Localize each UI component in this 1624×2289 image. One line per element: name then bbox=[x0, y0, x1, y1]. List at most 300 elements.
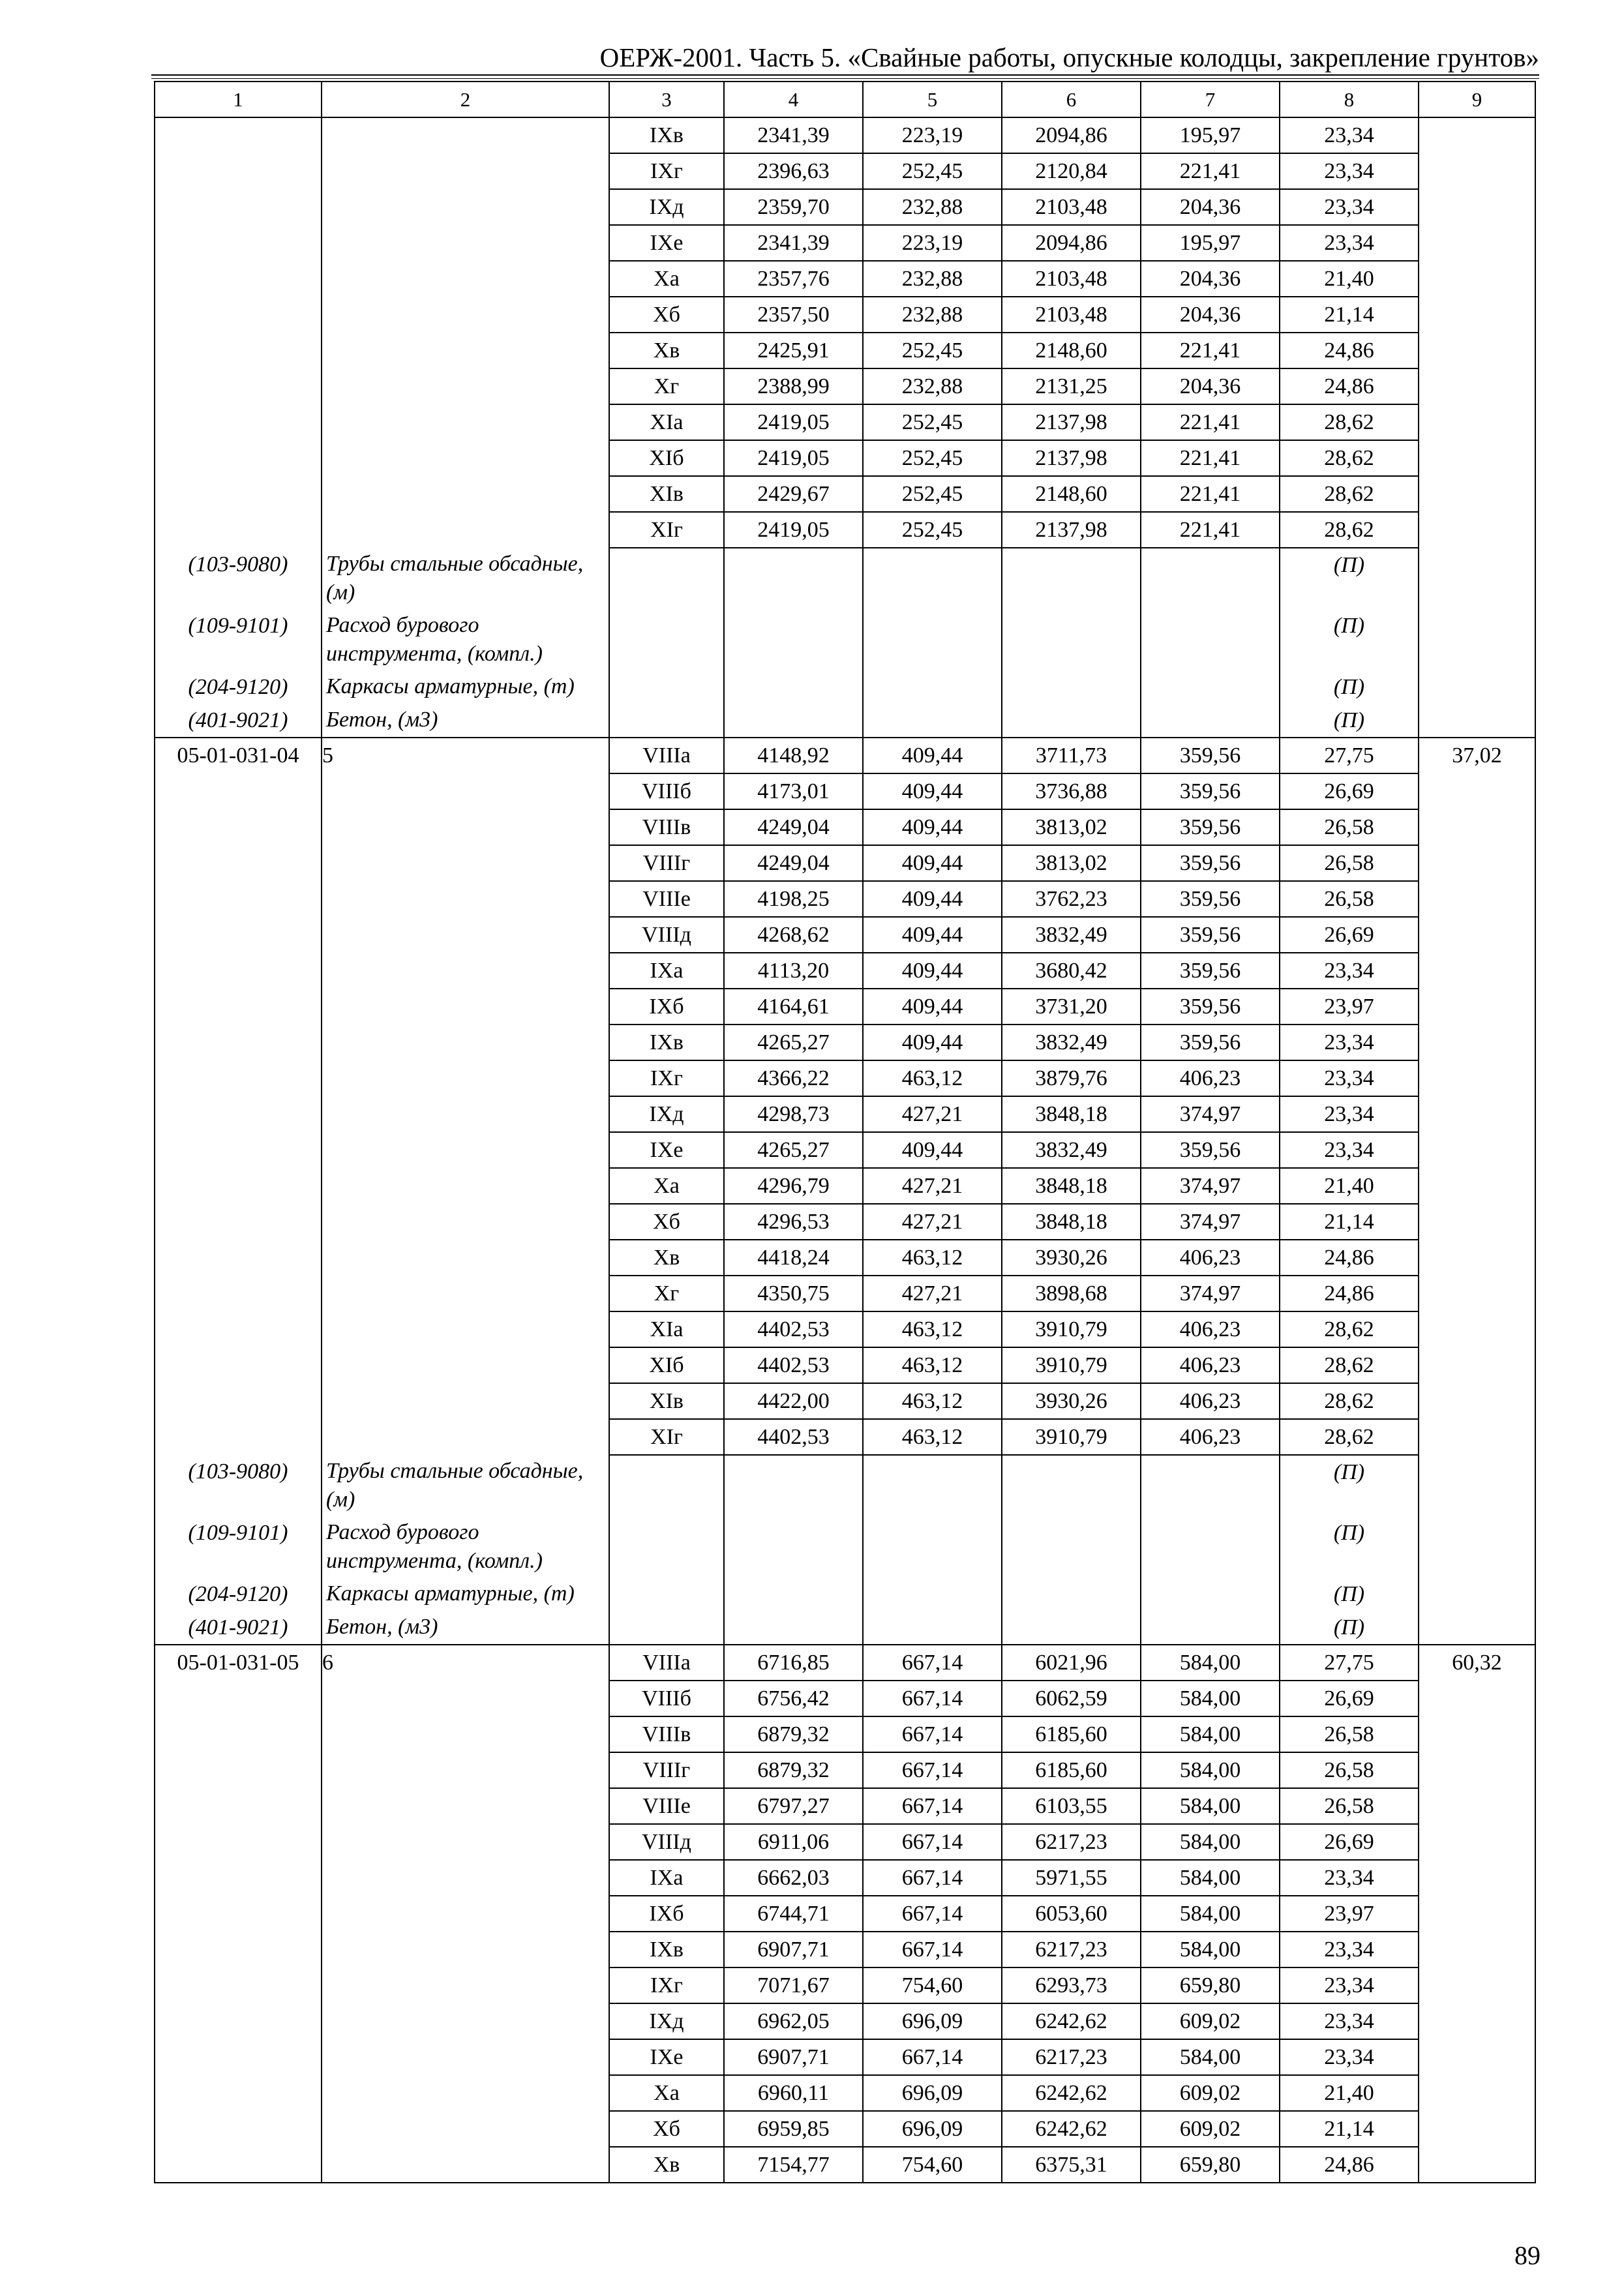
labor-cost-cell: 23,34 bbox=[1280, 1967, 1419, 2003]
empty-cell bbox=[1002, 1611, 1141, 1645]
column-number-row bbox=[155, 82, 1535, 117]
wages-cell: 252,45 bbox=[863, 512, 1002, 548]
direct-cost-cell: 2388,99 bbox=[724, 368, 863, 404]
labor-cost-cell: 26,69 bbox=[1280, 1824, 1419, 1860]
materials-cost bbox=[1419, 1824, 1535, 1860]
machine-cost-cell: 2137,98 bbox=[1002, 440, 1141, 476]
table-row bbox=[155, 1025, 1535, 1060]
rate-code bbox=[155, 189, 322, 225]
rate-code bbox=[155, 404, 322, 440]
machine-cost-cell: 6375,31 bbox=[1002, 2147, 1141, 2183]
materials-cost bbox=[1419, 1860, 1535, 1896]
resource-flag: (П) bbox=[1280, 609, 1419, 670]
rate-name bbox=[322, 1383, 609, 1419]
empty-cell bbox=[724, 704, 863, 738]
wages-cell: 667,14 bbox=[863, 1716, 1002, 1752]
soil-group-cell: Xг bbox=[609, 368, 724, 404]
rate-name bbox=[322, 1276, 609, 1311]
labor-cost-cell: 26,58 bbox=[1280, 809, 1419, 845]
rate-code bbox=[155, 1788, 322, 1824]
machine-cost-cell: 6103,55 bbox=[1002, 1788, 1141, 1824]
operator-wages-cell: 374,97 bbox=[1141, 1096, 1280, 1132]
operator-wages-cell: 406,23 bbox=[1141, 1347, 1280, 1383]
resource-name: Каркасы арматурные, (т) bbox=[322, 670, 609, 704]
table-row bbox=[155, 845, 1535, 881]
operator-wages-cell: 584,00 bbox=[1141, 1824, 1280, 1860]
machine-cost-cell: 3832,49 bbox=[1002, 917, 1141, 953]
labor-cost-cell: 23,34 bbox=[1280, 1132, 1419, 1168]
resource-name: Бетон, (м3) bbox=[322, 704, 609, 738]
soil-group-cell: Xв bbox=[609, 333, 724, 368]
table-row bbox=[155, 1383, 1535, 1419]
direct-cost-cell: 6962,05 bbox=[724, 2003, 863, 2039]
wages-cell: 409,44 bbox=[863, 1132, 1002, 1168]
direct-cost-cell: 7154,77 bbox=[724, 2147, 863, 2183]
soil-group-cell: IXб bbox=[609, 1896, 724, 1932]
direct-cost-cell: 4198,25 bbox=[724, 881, 863, 917]
operator-wages-cell: 406,23 bbox=[1141, 1419, 1280, 1455]
empty-cell bbox=[863, 609, 1002, 670]
wages-cell: 463,12 bbox=[863, 1060, 1002, 1096]
machine-cost-cell: 3813,02 bbox=[1002, 809, 1141, 845]
operator-wages-cell: 584,00 bbox=[1141, 1896, 1280, 1932]
rate-name bbox=[322, 2039, 609, 2075]
materials-cost bbox=[1419, 989, 1535, 1025]
labor-cost-cell: 23,34 bbox=[1280, 1860, 1419, 1896]
wages-cell: 252,45 bbox=[863, 476, 1002, 512]
soil-group-cell: XIв bbox=[609, 1383, 724, 1419]
wages-cell: 696,09 bbox=[863, 2111, 1002, 2147]
machine-cost-cell: 6217,23 bbox=[1002, 2039, 1141, 2075]
labor-cost-cell: 21,14 bbox=[1280, 297, 1419, 333]
rate-code bbox=[155, 1752, 322, 1788]
rate-name bbox=[322, 1716, 609, 1752]
direct-cost-cell: 4173,01 bbox=[724, 773, 863, 809]
machine-cost-cell: 3910,79 bbox=[1002, 1311, 1141, 1347]
materials-cost bbox=[1419, 404, 1535, 440]
soil-group-cell: VIIIд bbox=[609, 917, 724, 953]
resource-code: (204-9120) bbox=[155, 1578, 322, 1611]
operator-wages-cell: 204,36 bbox=[1141, 368, 1280, 404]
resource-name: Расход бурового инструмента, (компл.) bbox=[322, 609, 609, 670]
table-row bbox=[155, 1060, 1535, 1096]
rate-name bbox=[322, 1681, 609, 1716]
table-row bbox=[155, 1824, 1535, 1860]
rate-code bbox=[155, 1681, 322, 1716]
empty-cell bbox=[1141, 609, 1280, 670]
rate-name bbox=[322, 2003, 609, 2039]
rate-code bbox=[155, 845, 322, 881]
machine-cost-cell: 3848,18 bbox=[1002, 1204, 1141, 1240]
direct-cost-cell: 4366,22 bbox=[724, 1060, 863, 1096]
wages-cell: 409,44 bbox=[863, 845, 1002, 881]
soil-group-cell: IXв bbox=[609, 1932, 724, 1967]
rate-name bbox=[322, 368, 609, 404]
wages-cell: 667,14 bbox=[863, 1752, 1002, 1788]
table-row bbox=[155, 1347, 1535, 1383]
table-row bbox=[155, 404, 1535, 440]
rate-code bbox=[155, 2075, 322, 2111]
operator-wages-cell: 584,00 bbox=[1141, 1716, 1280, 1752]
direct-cost-cell: 4265,27 bbox=[724, 1025, 863, 1060]
machine-cost-cell: 6242,62 bbox=[1002, 2003, 1141, 2039]
empty-cell bbox=[1141, 1516, 1280, 1578]
resource-row bbox=[155, 1611, 1535, 1645]
machine-cost-cell: 2137,98 bbox=[1002, 512, 1141, 548]
resource-row bbox=[155, 1516, 1535, 1578]
materials-cost bbox=[1419, 1788, 1535, 1824]
rate-name bbox=[322, 1132, 609, 1168]
wages-cell: 409,44 bbox=[863, 773, 1002, 809]
machine-cost-cell: 3910,79 bbox=[1002, 1419, 1141, 1455]
operator-wages-cell: 359,56 bbox=[1141, 917, 1280, 953]
resource-row bbox=[155, 1455, 1535, 1516]
soil-group-cell: VIIIг bbox=[609, 845, 724, 881]
materials-cost bbox=[1419, 845, 1535, 881]
labor-cost-cell: 23,34 bbox=[1280, 2003, 1419, 2039]
soil-group-cell: Xб bbox=[609, 1204, 724, 1240]
empty-cell bbox=[1141, 670, 1280, 704]
table-row bbox=[155, 368, 1535, 404]
operator-wages-cell: 195,97 bbox=[1141, 225, 1280, 261]
table-row bbox=[155, 1788, 1535, 1824]
direct-cost-cell: 4418,24 bbox=[724, 1240, 863, 1276]
wages-cell: 667,14 bbox=[863, 2039, 1002, 2075]
soil-group-cell: Xв bbox=[609, 2147, 724, 2183]
table-row bbox=[155, 738, 1535, 773]
soil-group-cell: IXе bbox=[609, 1132, 724, 1168]
labor-cost-cell: 23,34 bbox=[1280, 225, 1419, 261]
materials-cost bbox=[1419, 1025, 1535, 1060]
machine-cost-cell: 3832,49 bbox=[1002, 1025, 1141, 1060]
labor-cost-cell: 28,62 bbox=[1280, 1311, 1419, 1347]
operator-wages-cell: 359,56 bbox=[1141, 989, 1280, 1025]
column-number: 2 bbox=[322, 82, 609, 117]
materials-cost bbox=[1419, 1716, 1535, 1752]
soil-group-cell: XIа bbox=[609, 1311, 724, 1347]
empty-cell bbox=[863, 1455, 1002, 1516]
column-number: 6 bbox=[1002, 82, 1141, 117]
labor-cost-cell: 26,69 bbox=[1280, 773, 1419, 809]
wages-cell: 223,19 bbox=[863, 117, 1002, 153]
wages-cell: 427,21 bbox=[863, 1204, 1002, 1240]
resource-name: Бетон, (м3) bbox=[322, 1611, 609, 1645]
rate-code bbox=[155, 368, 322, 404]
direct-cost-cell: 6960,11 bbox=[724, 2075, 863, 2111]
direct-cost-cell: 4249,04 bbox=[724, 809, 863, 845]
operator-wages-cell: 374,97 bbox=[1141, 1168, 1280, 1204]
machine-cost-cell: 3736,88 bbox=[1002, 773, 1141, 809]
wages-cell: 409,44 bbox=[863, 809, 1002, 845]
resource-code: (401-9021) bbox=[155, 704, 322, 738]
rate-name bbox=[322, 1419, 609, 1455]
wages-cell: 463,12 bbox=[863, 1311, 1002, 1347]
operator-wages-cell: 221,41 bbox=[1141, 404, 1280, 440]
column-number: 3 bbox=[609, 82, 724, 117]
empty-cell bbox=[1141, 1455, 1280, 1516]
direct-cost-cell: 6911,06 bbox=[724, 1824, 863, 1860]
labor-cost-cell: 27,75 bbox=[1280, 1645, 1419, 1681]
labor-cost-cell: 23,34 bbox=[1280, 117, 1419, 153]
soil-group-cell: IXг bbox=[609, 1967, 724, 2003]
column-number: 7 bbox=[1141, 82, 1280, 117]
soil-group-cell: VIIIе bbox=[609, 1788, 724, 1824]
table-row bbox=[155, 2003, 1535, 2039]
labor-cost-cell: 24,86 bbox=[1280, 368, 1419, 404]
materials-cost bbox=[1419, 1419, 1535, 1455]
direct-cost-cell: 2419,05 bbox=[724, 512, 863, 548]
materials-cost bbox=[1419, 1967, 1535, 2003]
wages-cell: 667,14 bbox=[863, 1681, 1002, 1716]
rate-name bbox=[322, 1311, 609, 1347]
rate-name bbox=[322, 845, 609, 881]
empty-cell bbox=[724, 1455, 863, 1516]
empty-cell bbox=[609, 670, 724, 704]
rate-name bbox=[322, 189, 609, 225]
machine-cost-cell: 3898,68 bbox=[1002, 1276, 1141, 1311]
empty-cell bbox=[1419, 1578, 1535, 1611]
direct-cost-cell: 4268,62 bbox=[724, 917, 863, 953]
rate-code bbox=[155, 1860, 322, 1896]
direct-cost-cell: 2419,05 bbox=[724, 440, 863, 476]
direct-cost-cell: 4164,61 bbox=[724, 989, 863, 1025]
wages-cell: 667,14 bbox=[863, 1645, 1002, 1681]
table-row bbox=[155, 1932, 1535, 1967]
direct-cost-cell: 2359,70 bbox=[724, 189, 863, 225]
empty-cell bbox=[1419, 548, 1535, 609]
empty-cell bbox=[1141, 1611, 1280, 1645]
direct-cost-cell: 6907,71 bbox=[724, 1932, 863, 1967]
resource-code: (103-9080) bbox=[155, 548, 322, 609]
column-number: 8 bbox=[1280, 82, 1419, 117]
rate-name: 6 bbox=[322, 1645, 609, 1681]
machine-cost-cell: 2094,86 bbox=[1002, 225, 1141, 261]
direct-cost-cell: 4298,73 bbox=[724, 1096, 863, 1132]
direct-cost-cell: 4249,04 bbox=[724, 845, 863, 881]
operator-wages-cell: 406,23 bbox=[1141, 1060, 1280, 1096]
materials-cost bbox=[1419, 1060, 1535, 1096]
labor-cost-cell: 21,40 bbox=[1280, 1168, 1419, 1204]
labor-cost-cell: 26,58 bbox=[1280, 1788, 1419, 1824]
soil-group-cell: VIIIб bbox=[609, 773, 724, 809]
machine-cost-cell: 2148,60 bbox=[1002, 476, 1141, 512]
materials-cost bbox=[1419, 1168, 1535, 1204]
empty-cell bbox=[1002, 548, 1141, 609]
wages-cell: 754,60 bbox=[863, 2147, 1002, 2183]
rate-code bbox=[155, 261, 322, 297]
wages-cell: 463,12 bbox=[863, 1419, 1002, 1455]
materials-cost bbox=[1419, 1276, 1535, 1311]
soil-group-cell: XIб bbox=[609, 440, 724, 476]
wages-cell: 232,88 bbox=[863, 297, 1002, 333]
rate-code bbox=[155, 1096, 322, 1132]
rate-name bbox=[322, 1752, 609, 1788]
empty-cell bbox=[863, 548, 1002, 609]
machine-cost-cell: 3680,42 bbox=[1002, 953, 1141, 989]
table-row bbox=[155, 1204, 1535, 1240]
wages-cell: 696,09 bbox=[863, 2003, 1002, 2039]
machine-cost-cell: 3731,20 bbox=[1002, 989, 1141, 1025]
table-row bbox=[155, 117, 1535, 153]
machine-cost-cell: 3930,26 bbox=[1002, 1383, 1141, 1419]
operator-wages-cell: 221,41 bbox=[1141, 512, 1280, 548]
machine-cost-cell: 3813,02 bbox=[1002, 845, 1141, 881]
soil-group-cell: VIIIа bbox=[609, 1645, 724, 1681]
direct-cost-cell: 4422,00 bbox=[724, 1383, 863, 1419]
labor-cost-cell: 26,58 bbox=[1280, 1716, 1419, 1752]
wages-cell: 667,14 bbox=[863, 1860, 1002, 1896]
direct-cost-cell: 4350,75 bbox=[724, 1276, 863, 1311]
wages-cell: 463,12 bbox=[863, 1240, 1002, 1276]
resource-row bbox=[155, 670, 1535, 704]
materials-cost bbox=[1419, 1681, 1535, 1716]
resource-code: (109-9101) bbox=[155, 1516, 322, 1578]
soil-group-cell: IXв bbox=[609, 1025, 724, 1060]
soil-group-cell: IXг bbox=[609, 153, 724, 189]
labor-cost-cell: 28,62 bbox=[1280, 512, 1419, 548]
materials-cost bbox=[1419, 117, 1535, 153]
soil-group-cell: IXд bbox=[609, 1096, 724, 1132]
empty-cell bbox=[1002, 1455, 1141, 1516]
wages-cell: 463,12 bbox=[863, 1347, 1002, 1383]
materials-cost bbox=[1419, 1383, 1535, 1419]
machine-cost-cell: 6242,62 bbox=[1002, 2075, 1141, 2111]
column-number: 9 bbox=[1419, 82, 1535, 117]
wages-cell: 667,14 bbox=[863, 1824, 1002, 1860]
operator-wages-cell: 406,23 bbox=[1141, 1311, 1280, 1347]
operator-wages-cell: 221,41 bbox=[1141, 333, 1280, 368]
labor-cost-cell: 21,14 bbox=[1280, 2111, 1419, 2147]
soil-group-cell: Xа bbox=[609, 2075, 724, 2111]
machine-cost-cell: 3879,76 bbox=[1002, 1060, 1141, 1096]
table-row bbox=[155, 1419, 1535, 1455]
operator-wages-cell: 359,56 bbox=[1141, 1025, 1280, 1060]
direct-cost-cell: 6879,32 bbox=[724, 1752, 863, 1788]
table-row bbox=[155, 297, 1535, 333]
labor-cost-cell: 28,62 bbox=[1280, 1383, 1419, 1419]
direct-cost-cell: 2341,39 bbox=[724, 117, 863, 153]
rate-name bbox=[322, 2111, 609, 2147]
rate-code bbox=[155, 1025, 322, 1060]
empty-cell bbox=[609, 1611, 724, 1645]
rate-code bbox=[155, 1716, 322, 1752]
direct-cost-cell: 2425,91 bbox=[724, 333, 863, 368]
table-row bbox=[155, 1860, 1535, 1896]
labor-cost-cell: 23,34 bbox=[1280, 1932, 1419, 1967]
machine-cost-cell: 2148,60 bbox=[1002, 333, 1141, 368]
soil-group-cell: VIIIв bbox=[609, 1716, 724, 1752]
empty-cell bbox=[724, 1578, 863, 1611]
machine-cost-cell: 6021,96 bbox=[1002, 1645, 1141, 1681]
direct-cost-cell: 7071,67 bbox=[724, 1967, 863, 2003]
materials-cost: 37,02 bbox=[1419, 738, 1535, 773]
table-row bbox=[155, 1896, 1535, 1932]
resource-row bbox=[155, 548, 1535, 609]
direct-cost-cell: 6879,32 bbox=[724, 1716, 863, 1752]
labor-cost-cell: 24,86 bbox=[1280, 1276, 1419, 1311]
rate-code bbox=[155, 2039, 322, 2075]
empty-cell bbox=[1002, 1516, 1141, 1578]
direct-cost-cell: 4296,79 bbox=[724, 1168, 863, 1204]
table-row bbox=[155, 225, 1535, 261]
operator-wages-cell: 609,02 bbox=[1141, 2075, 1280, 2111]
rate-name bbox=[322, 881, 609, 917]
table-row bbox=[155, 2039, 1535, 2075]
rate-code bbox=[155, 1240, 322, 1276]
resource-row bbox=[155, 1578, 1535, 1611]
rate-name bbox=[322, 225, 609, 261]
machine-cost-cell: 3711,73 bbox=[1002, 738, 1141, 773]
labor-cost-cell: 23,34 bbox=[1280, 1025, 1419, 1060]
soil-group-cell: VIIIд bbox=[609, 1824, 724, 1860]
rate-name bbox=[322, 261, 609, 297]
materials-cost bbox=[1419, 1240, 1535, 1276]
labor-cost-cell: 24,86 bbox=[1280, 2147, 1419, 2183]
soil-group-cell: IXб bbox=[609, 989, 724, 1025]
rate-code bbox=[155, 1967, 322, 2003]
machine-cost-cell: 3848,18 bbox=[1002, 1168, 1141, 1204]
labor-cost-cell: 23,34 bbox=[1280, 2039, 1419, 2075]
wages-cell: 754,60 bbox=[863, 1967, 1002, 2003]
header-rule-thick bbox=[151, 74, 1539, 76]
materials-cost bbox=[1419, 809, 1535, 845]
labor-cost-cell: 23,34 bbox=[1280, 189, 1419, 225]
rate-name bbox=[322, 153, 609, 189]
machine-cost-cell: 6217,23 bbox=[1002, 1932, 1141, 1967]
labor-cost-cell: 27,75 bbox=[1280, 738, 1419, 773]
labor-cost-cell: 23,97 bbox=[1280, 989, 1419, 1025]
resource-row bbox=[155, 609, 1535, 670]
rate-name bbox=[322, 297, 609, 333]
operator-wages-cell: 584,00 bbox=[1141, 1860, 1280, 1896]
resource-code: (401-9021) bbox=[155, 1611, 322, 1645]
materials-cost bbox=[1419, 2039, 1535, 2075]
operator-wages-cell: 609,02 bbox=[1141, 2111, 1280, 2147]
rate-name bbox=[322, 1240, 609, 1276]
table-row bbox=[155, 261, 1535, 297]
operator-wages-cell: 584,00 bbox=[1141, 2039, 1280, 2075]
rate-code bbox=[155, 2003, 322, 2039]
empty-cell bbox=[1002, 1578, 1141, 1611]
table-row bbox=[155, 1311, 1535, 1347]
materials-cost bbox=[1419, 953, 1535, 989]
rate-code bbox=[155, 881, 322, 917]
rate-name bbox=[322, 1347, 609, 1383]
table-row bbox=[155, 917, 1535, 953]
empty-cell bbox=[1419, 1516, 1535, 1578]
operator-wages-cell: 359,56 bbox=[1141, 1132, 1280, 1168]
resource-flag: (П) bbox=[1280, 1516, 1419, 1578]
table-row bbox=[155, 953, 1535, 989]
soil-group-cell: IXе bbox=[609, 2039, 724, 2075]
table-row bbox=[155, 881, 1535, 917]
soil-group-cell: Xа bbox=[609, 261, 724, 297]
wages-cell: 252,45 bbox=[863, 440, 1002, 476]
wages-cell: 667,14 bbox=[863, 1788, 1002, 1824]
table-row bbox=[155, 773, 1535, 809]
operator-wages-cell: 221,41 bbox=[1141, 476, 1280, 512]
operator-wages-cell: 584,00 bbox=[1141, 1752, 1280, 1788]
resource-row bbox=[155, 704, 1535, 738]
resource-flag: (П) bbox=[1280, 1455, 1419, 1516]
operator-wages-cell: 374,97 bbox=[1141, 1276, 1280, 1311]
wages-cell: 232,88 bbox=[863, 368, 1002, 404]
materials-cost bbox=[1419, 261, 1535, 297]
operator-wages-cell: 359,56 bbox=[1141, 953, 1280, 989]
soil-group-cell: IXг bbox=[609, 1060, 724, 1096]
resource-code: (109-9101) bbox=[155, 609, 322, 670]
machine-cost-cell: 3930,26 bbox=[1002, 1240, 1141, 1276]
